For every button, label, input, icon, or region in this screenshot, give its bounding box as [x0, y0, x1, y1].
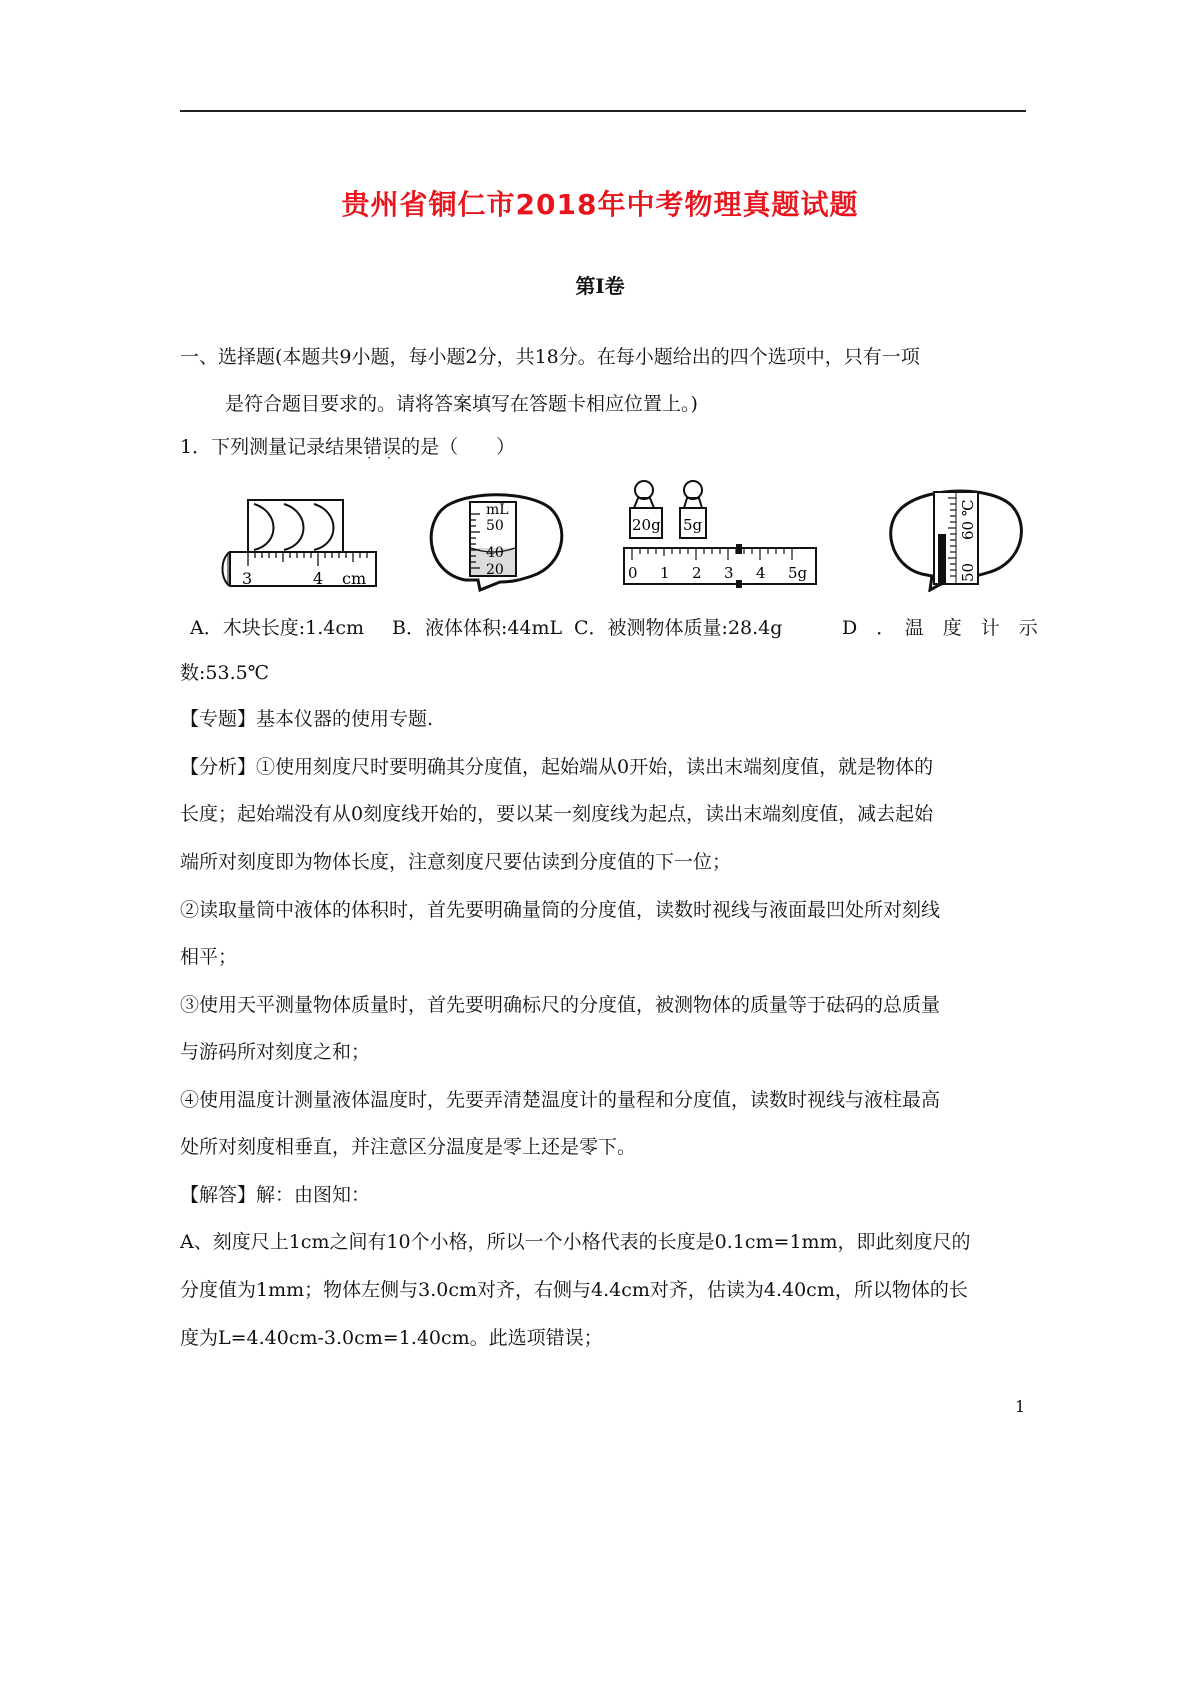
- cylinder-tick-20: 20: [486, 562, 504, 578]
- instructions-line-2: 是符合题目要求的。请将答案填写在答题卡相应位置上。): [225, 393, 698, 415]
- question-1-stem: [180, 435, 515, 459]
- analysis-line: ②读取量筒中液体的体积时，首先要明确量筒的分度值，读数时视线与液面最凹处所对刻线: [180, 899, 941, 921]
- ruler-label-cm: cm: [342, 569, 367, 588]
- cylinder-unit: mL: [486, 502, 509, 518]
- analysis-line: 长度；起始端没有从0刻度线开始的，要以某一刻度线为起点，读出末端刻度值，减去起始: [180, 803, 934, 825]
- cylinder-tick-40: 40: [486, 545, 504, 561]
- figure-thermometer: [882, 488, 1027, 596]
- option-d-continued: 数:53.5℃: [180, 662, 269, 684]
- question-stem-suffix: 的是（ ）: [401, 436, 516, 458]
- analysis-line: 端所对刻度即为物体长度，注意刻度尺要估读到分度值的下一位；: [180, 851, 732, 873]
- emphasized-word: 错误 · ·: [363, 436, 401, 458]
- solution-topic: 【专题】基本仪器的使用专题.: [180, 708, 434, 730]
- analysis-line: 与游码所对刻度之和；: [180, 1041, 371, 1063]
- page-number: 1: [1015, 1397, 1026, 1416]
- weight-20g: 20g: [632, 516, 661, 534]
- analysis-line: 处所对刻度相垂直，并注意区分温度是零上还是零下。: [180, 1136, 637, 1158]
- scale-3: 3: [724, 564, 734, 582]
- scale-2: 2: [692, 564, 702, 582]
- instructions-line-1: 一、选择题(本题共9小题，每小题2分，共18分。在每小题给出的四个选项中，只有一项: [180, 346, 920, 368]
- figure-ruler: [218, 498, 378, 594]
- analysis-line: ④使用温度计测量液体温度时，先要弄清楚温度计的量程和分度值，读数时视线与液柱最高: [180, 1089, 941, 1111]
- figure-balance: [620, 478, 820, 594]
- option-d: D ． 温 度 计 示: [842, 617, 1038, 639]
- answer-a-line: A、刻度尺上1cm之间有10个小格，所以一个小格代表的长度是0.1cm=1mm，即此刻度尺的: [180, 1231, 971, 1253]
- thermometer-tick-60: 60 ℃: [959, 499, 977, 540]
- answer-a-line: 分度值为1mm；物体左侧与3.0cm对齐，右侧与4.4cm对齐，估读为4.40cm，所以物体的长: [180, 1279, 968, 1301]
- figure-measuring-cylinder: [420, 490, 570, 596]
- answer-intro: 【解答】解：由图知：: [180, 1184, 371, 1206]
- scale-1: 1: [660, 564, 670, 582]
- analysis-line: 【分析】①使用刻度尺时要明确其分度值，起始端从0开始，读出末端刻度值，就是物体的: [180, 756, 934, 778]
- option-b: B．液体体积:44mL: [392, 617, 563, 639]
- ruler-label-4: 4: [313, 569, 324, 588]
- question-stem-prefix: 1．下列测量记录结果: [180, 436, 364, 458]
- section-label: 第Ⅰ卷: [575, 274, 625, 298]
- scale-0: 0: [628, 564, 638, 582]
- thermometer-tick-50: 50: [959, 562, 977, 582]
- ruler-label-3: 3: [242, 569, 253, 588]
- option-c: C．被测物体质量:28.4g: [574, 617, 783, 639]
- header-rule: [180, 110, 1026, 112]
- analysis-line: ③使用天平测量物体质量时，首先要明确标尺的分度值，被测物体的质量等于砝码的总质量: [180, 994, 941, 1016]
- option-a: A．木块长度:1.4cm: [190, 617, 364, 639]
- weight-5g: 5g: [683, 516, 703, 534]
- answer-a-line: 度为L=4.40cm-3.0cm=1.40cm。此选项错误；: [180, 1327, 603, 1349]
- page-title: 贵州省铜仁市2018年中考物理真题试题: [341, 188, 859, 221]
- scale-5g: 5g: [788, 564, 808, 582]
- cylinder-tick-50: 50: [486, 518, 504, 534]
- analysis-line: 相平；: [180, 946, 238, 968]
- scale-4: 4: [756, 564, 766, 582]
